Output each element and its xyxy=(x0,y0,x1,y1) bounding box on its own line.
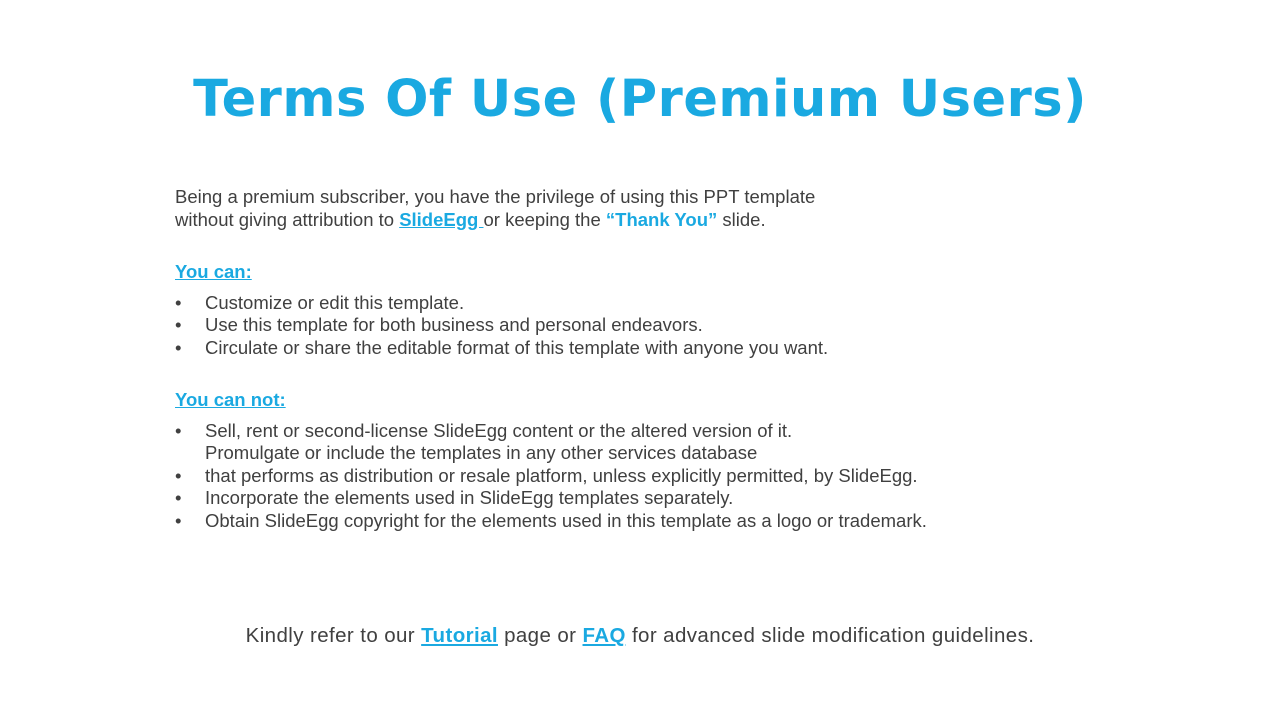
list-item: • Obtain SlideEgg copyright for the elements used in this template as a logo or trademark. xyxy=(175,510,1075,533)
faq-link[interactable]: FAQ xyxy=(582,624,626,647)
terms-content xyxy=(175,186,1075,532)
footer-suffix: for advanced slide modification guidelines. xyxy=(625,624,1035,647)
intro-line-2-prefix: without giving attribution to xyxy=(175,208,400,230)
list-item: • Use this template for both business and personal endeavors. xyxy=(175,314,1075,337)
list-item: • Circulate or share the editable format of this template with anyone you want. xyxy=(175,337,1075,360)
list-item: • Sell, rent or second-license SlideEgg content or the altered version of it. xyxy=(175,420,1075,443)
intro-line-2-middle: or keeping the xyxy=(483,208,606,230)
intro-paragraph xyxy=(175,186,1075,231)
footer-note xyxy=(0,622,1280,650)
intro-line-1: Being a premium subscriber, you have the privilege of using this PPT template xyxy=(175,186,816,207)
intro-line-2-suffix: slide. xyxy=(717,208,766,230)
page-title: Terms Of Use (Premium Users) xyxy=(193,70,1087,129)
tutorial-link[interactable]: Tutorial xyxy=(421,624,498,647)
list-item: Promulgate or include the templates in any other services database xyxy=(205,442,758,463)
slideegg-link[interactable]: SlideEgg xyxy=(399,208,484,230)
list-item: • Incorporate the elements used in SlideEgg templates separately. xyxy=(175,487,1075,510)
thank-you-text: “Thank You” xyxy=(605,208,718,230)
you-can-list xyxy=(175,292,1075,360)
footer-middle: page or xyxy=(497,624,583,647)
list-item: • that performs as distribution or resale platform, unless explicitly permitted, by SlideEgg. xyxy=(175,465,1075,488)
you-can-not-list xyxy=(175,420,1075,533)
footer-prefix: Kindly refer to our xyxy=(245,624,422,647)
you-can-heading: You can: xyxy=(175,261,252,282)
list-item: • Customize or edit this template. xyxy=(175,292,1075,315)
you-can-not-heading: You can not: xyxy=(175,389,286,410)
